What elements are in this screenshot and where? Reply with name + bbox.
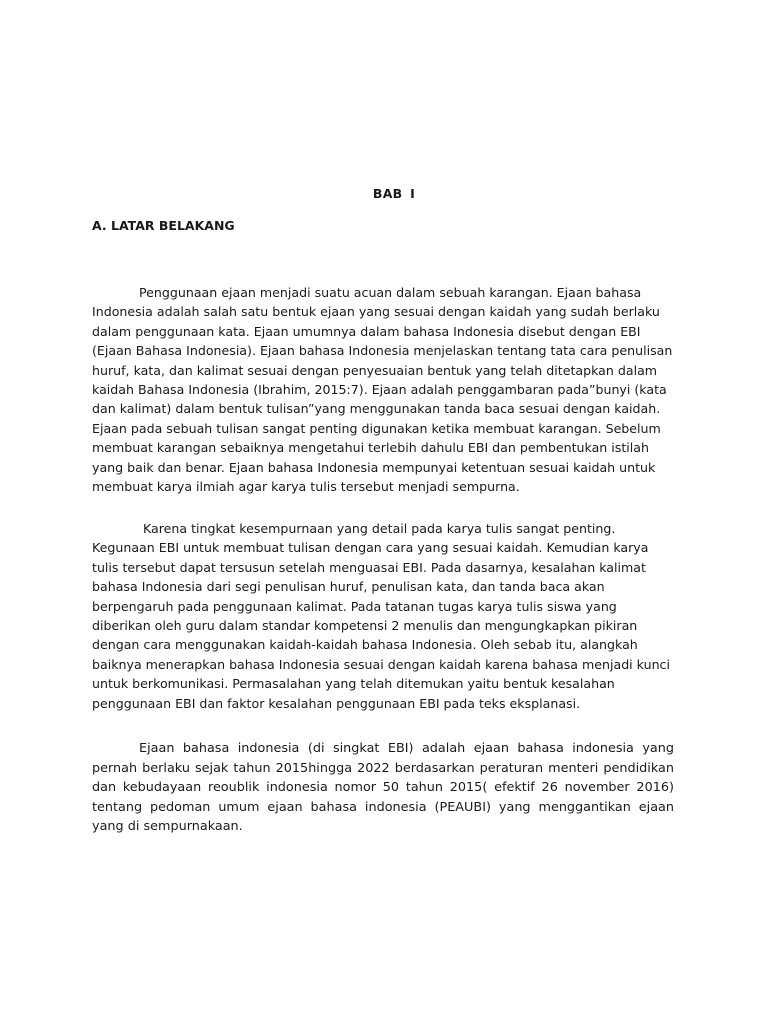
paragraph-1: Penggunaan ejaan menjadi suatu acuan dalam sebuah karangan. Ejaan bahasa Indonesia adalah salah satu bentuk ejaan yang sesuai dengan kaidah yang sudah berlaku dalam penggunaan kata. Ejaan umumnya dalam bahasa Indonesia disebut dengan EBI (Ejaan Bahasa Indonesia). Ejaan bahasa Indonesia menjelaskan tentang tata cara penulisan huruf, kata, dan kalimat sesuai dengan penyesuaian bentuk yang telah ditetapkan dalam kaidah Bahasa Indonesia (Ibrahim, 2015:7). Ejaan adalah penggambaran pada”bunyi (kata dan kalimat) dalam bentuk tulisan”yang menggunakan tanda baca sesuai dengan kaidah. Ejaan pada sebuah tulisan sangat penting digunakan ketika membuat karangan. Sebelum membuat karangan sebaiknya mengetahui terlebih dahulu EBI dan pembentukan istilah yang baik dan benar. Ejaan bahasa Indonesia mempunyai ketentuan sesuai kaidah untuk membuat karya ilmiah agar karya tulis tersebut menjadi sempurna.	[92, 285, 673, 495]
paragraph-3: Ejaan bahasa indonesia (di singkat EBI) adalah ejaan bahasa indonesia yang pernah berlaku sejak tahun 2015hingga 2022 berdasarkan peraturan menteri pendidikan dan kebudayaan reoublik indonesia nomor 50 tahun 2015( efektif 26 november 2016) tentang pedoman umum ejaan bahasa indonesia (PEAUBI) yang menggantikan ejaan yang di sempurnakaan.	[92, 741, 674, 835]
paragraph-2: Karena tingkat kesempurnaan yang detail pada karya tulis sangat penting. Kegunaan EBI untuk membuat tulisan dengan cara yang sesuai kaidah. Kemudian karya tulis tersebut dapat tersusun setelah menguasai EBI. Pada dasarnya, kesalahan kalimat bahasa Indonesia dari segi penulisan huruf, penulisan kata, dan tanda baca akan berpengaruh pada penggunaan kalimat. Pada tatanan tugas karya tulis siswa yang diberikan oleh guru dalam standar kompetensi 2 menulis dan mengungkapkan pikiran dengan cara menggunakan kaidah-kaidah bahasa Indonesia. Oleh sebab itu, alangkah baiknya menerapkan bahasa Indonesia sesuai dengan kaidah karena bahasa menjadi kunci untuk berkomunikasi. Permasalahan yang telah ditemukan yaitu bentuk kesalahan penggunaan EBI dan faktor kesalahan penggunaan EBI pada teks eksplanasi.	[92, 521, 670, 711]
chapter-title: BAB I	[372, 186, 416, 201]
section-heading: A. LATAR BELAKANG	[92, 218, 235, 233]
